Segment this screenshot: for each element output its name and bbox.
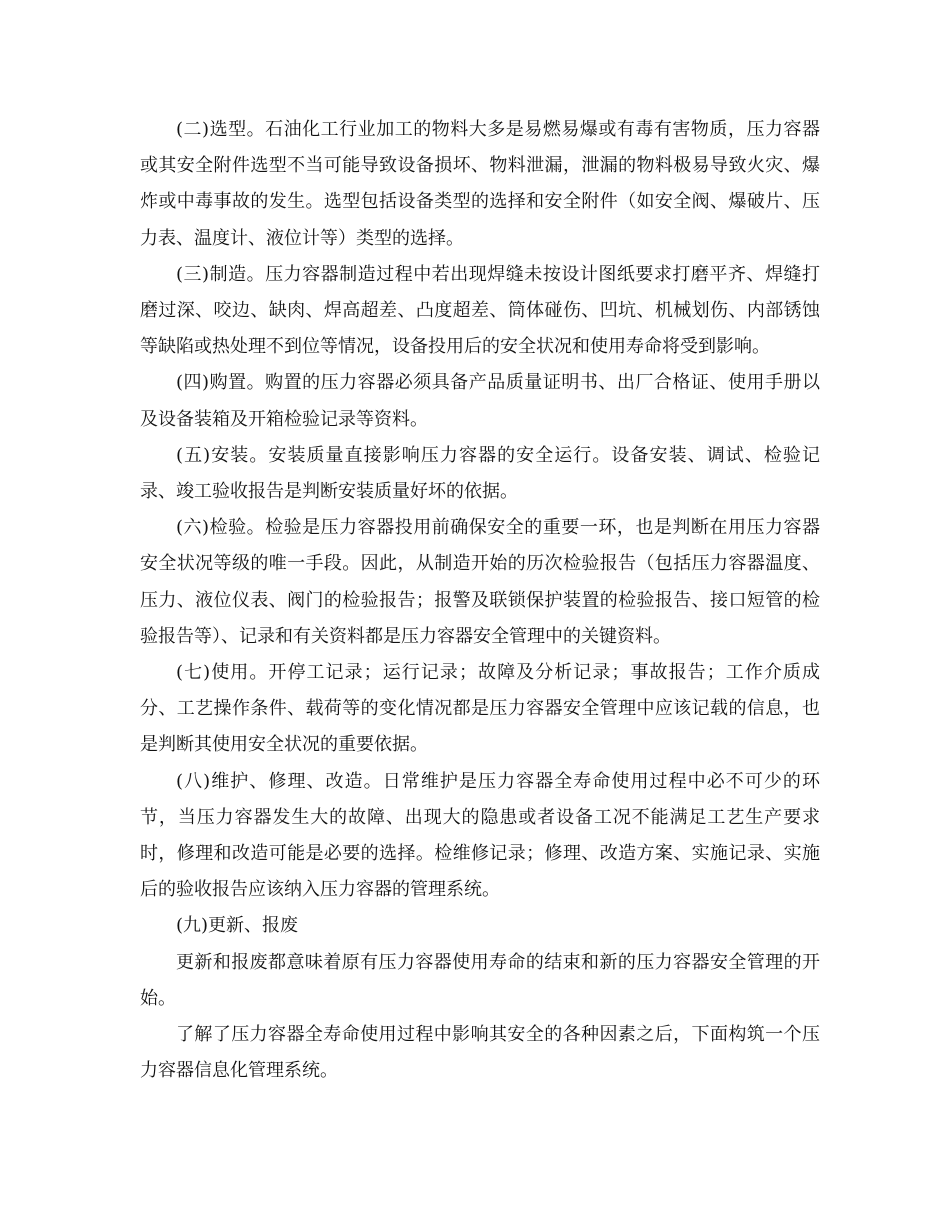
paragraph-conclusion: 了解了压力容器全寿命使用过程中影响其安全的各种因素之后，下面构筑一个压力容器信息化管理系统。 xyxy=(140,1024,820,1082)
paragraph-maintenance: (八)维护、修理、改造。日常维护是压力容器全寿命使用过程中必不可少的环节，当压力容器发生大的故障、出现大的隐患或者设备工况不能满足工艺生产要求时，修理和改造可能是必要的选择。检维修记录；修理、改造方案、实施记录、实施后的验收报告应该纳入压力容器的管理系统。 xyxy=(140,770,820,901)
paragraph-renewal-body: 更新和报废都意味着原有压力容器使用寿命的结束和新的压力容器安全管理的开始。 xyxy=(140,951,820,1009)
paragraph-purchase: (四)购置。购置的压力容器必须具备产品质量证明书、出厂合格证、使用手册以及设备装箱及开箱检验记录等资料。 xyxy=(140,372,820,430)
paragraph-renewal-heading: (九)更新、报废 xyxy=(176,915,299,937)
paragraph-installation: (五)安装。安装质量直接影响压力容器的安全运行。设备安装、调试、检验记录、竣工验收报告是判断安装质量好坏的依据。 xyxy=(140,444,820,503)
paragraph-usage: (七)使用。开停工记录；运行记录；故障及分析记录；事故报告；工作介质成分、工艺操作条件、载荷等的变化情况都是压力容器安全管理中应该记载的信息，也是判断其使用安全状况的重要依据。 xyxy=(140,662,820,756)
document-body xyxy=(140,112,820,1089)
paragraph-inspection: (六)检验。检验是压力容器投用前确保安全的重要一环，也是判断在用压力容器安全状况等级的唯一手段。因此，从制造开始的历次检验报告（包括压力容器温度、压力、液位仪表、阀门的检验报告；报警及联锁保护装置的检验报告、接口短管的检验报告等）、记录和有关资料都是压力容器安全管理中的关键资料。 xyxy=(140,517,820,647)
paragraph-manufacturing: (三)制造。压力容器制造过程中若出现焊缝未按设计图纸要求打磨平齐、焊缝打磨过深、咬边、缺肉、焊高超差、凸度超差、筒体碰伤、凹坑、机械划伤、内部锈蚀等缺陷或热处理不到位等情况，设备投用后的安全状况和使用寿命将受到影响。 xyxy=(140,263,820,358)
paragraph-selection: (二)选型。石油化工行业加工的物料大多是易燃易爆或有毒有害物质，压力容器或其安全附件选型不当可能导致设备损坏、物料泄漏，泄漏的物料极易导致火灾、爆炸或中毒事故的发生。选型包括设备类型的选择和安全附件（如安全阀、爆破片、压力表、温度计、液位计等）类型的选择。 xyxy=(140,119,820,249)
